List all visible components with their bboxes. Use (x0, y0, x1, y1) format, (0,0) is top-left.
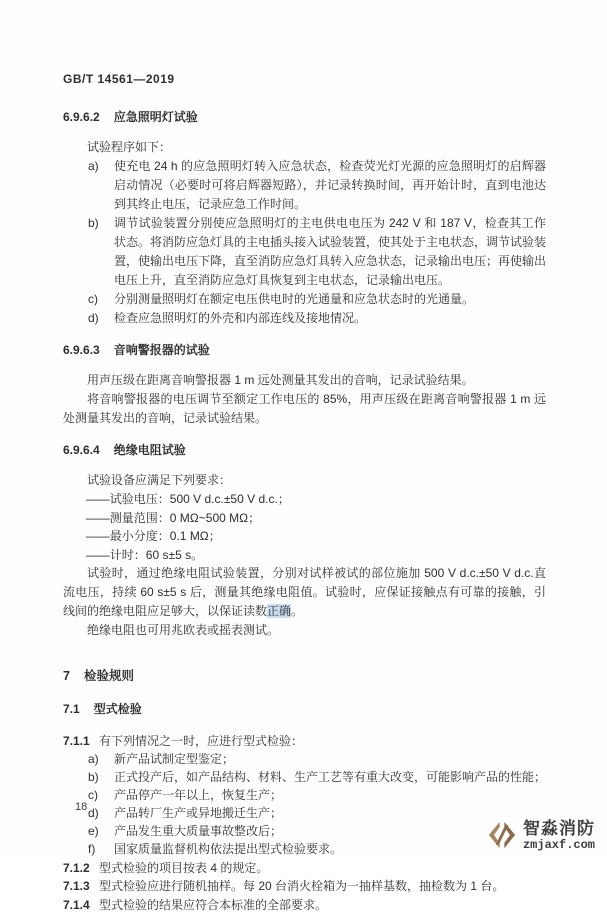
watermark-text (523, 820, 595, 851)
section-6964-intro: 试验设备应满足下列要求： (87, 473, 232, 487)
section-711-list (63, 750, 546, 858)
list-item (63, 840, 546, 858)
list-item-text: 新产品试制定型鉴定； (114, 752, 235, 766)
list-item-text: 正式投产后，如产品结构、材料、生产工艺等有重大改变，可能影响产品的性能； (114, 770, 547, 784)
page-number: 18 (75, 801, 88, 813)
dash-list-item: ——测量范围：0 MΩ~500 MΩ； (85, 510, 261, 525)
list-item-text: 产品发生重大质量事故整改后； (114, 824, 283, 838)
section-heading-6964 (63, 441, 546, 458)
list-item-label: e) (88, 824, 99, 838)
clause-text: 型式检验的结果应符合本标准的全部要求。 (99, 897, 328, 912)
section-number: 6.9.6.3 (63, 343, 100, 357)
section-title: 音响警报器的试验 (113, 343, 210, 357)
clause-number: 7.1.3 (63, 879, 90, 893)
section-heading-6963 (63, 341, 546, 358)
dash-list-item: ——计时：60 s±5 s。 (85, 547, 204, 562)
list-item-label: c) (88, 788, 98, 802)
chapter-title: 检验规则 (83, 669, 134, 683)
watermark-brand: 智淼消防 (522, 818, 595, 838)
clause-text: 型式检验应进行随机抽样。每 20 台消火栓箱为一抽样基数，抽检数为 1 台。 (99, 879, 505, 893)
watermark-site: zmjaxf.com (522, 837, 595, 852)
section-6962-list (63, 157, 546, 328)
section-6962-intro: 试验程序如下： (87, 140, 172, 154)
clause-number: 7.1.1 (63, 734, 90, 748)
section-heading-6962 (63, 108, 546, 125)
dash-list-item: ——试验电压：500 V d.c.±50 V d.c.； (85, 492, 290, 506)
paragraph-text: 。 (291, 604, 304, 618)
chapter-heading-7 (63, 666, 546, 684)
clause-711 (63, 732, 546, 750)
clause-number: 7.1.2 (63, 860, 90, 875)
clause-713 (63, 877, 546, 895)
section-number: 6.9.6.4 (63, 443, 100, 457)
list-item-text: 产品转厂生产或异地搬迁生产； (114, 806, 283, 820)
chapter-number: 7 (63, 669, 70, 683)
paragraph-text: 试验时，通过绝缘电阻试验装置，分别对试样被试的部位施加 500 V d.c.±50 V d.c.直流电压，持续 60 s±5 s 后，测量其绝缘电阻值。试验时，应保证接触点有可靠的接触，引线间的绝缘电阻应足够大，以保证读数 (63, 566, 546, 618)
list-item-text: 检查应急照明灯的外壳和内部连线及接地情况。 (114, 311, 367, 325)
list-item-text: 使充电 24 h 的应急照明灯转入应急状态，检查荧光灯光源的应急照明灯的启辉器启动情况（必要时可将启辉器短路），并记录转换时间，再开始计时，直到电池达到其终止电压，记录应急工作时间。 (114, 159, 546, 211)
list-item (63, 786, 546, 804)
list-item-text: 产品停产一年以上，恢复生产； (114, 788, 283, 802)
section-title: 绝缘电阻试验 (113, 443, 186, 457)
standard-number-header: GB/T 14561—2019 (63, 72, 175, 86)
clause-712 (63, 859, 546, 877)
list-item-text: 分别测量照明灯在额定电压供电时的光通量和应急状态时的光通量。 (114, 292, 475, 306)
zhimiao-logo-icon (487, 818, 517, 852)
section-title: 应急照明灯试验 (113, 110, 198, 124)
section-heading-71 (63, 700, 546, 717)
list-item-label: b) (88, 216, 99, 230)
list-item (63, 309, 546, 328)
list-item (63, 822, 546, 840)
clause-text: 型式检验的项目按表 4 的规定。 (99, 860, 269, 875)
list-item (63, 214, 546, 290)
section-number: 6.9.6.2 (63, 110, 100, 124)
watermark-logo (487, 818, 595, 852)
clause-number: 7.1.4 (63, 897, 90, 912)
list-item-label: d) (88, 806, 99, 820)
list-item-label: b) (88, 770, 99, 784)
list-item-text: 调节试验装置分别使应急照明灯的主电供电电压为 242 V 和 187 V，检查其工作状态。将消防应急灯具的主电插头接入试验装置，使其处于主电状态，调节试验装置，使输出电压下降，直至消防应急灯具转入应急状态，记录输出电压；再使输出电压上升，直至消防应急灯具恢复到主电状态，记录输出电压。 (114, 216, 547, 287)
list-item-label: a) (88, 159, 99, 173)
section-6963-paragraph-2: 将音响警报器的电压调节至额定工作电压的 85%，用声压级在距离音响警报器 1 m 远处测量其发出的音响，记录试验结果。 (63, 392, 546, 425)
list-item (63, 157, 546, 214)
list-item (63, 804, 546, 822)
section-6964-paragraph-1 (63, 564, 546, 621)
dash-list-item: ——最小分度：0.1 MΩ； (85, 529, 221, 543)
section-6964-paragraph-2: 绝缘电阻也可用兆欧表或摇表测试。 (87, 623, 280, 637)
clause-text: 有下列情况之一时，应进行型式检验： (99, 734, 304, 748)
list-item-label: d) (88, 311, 99, 325)
section-6963-paragraph-1: 用声压级在距离音响警报器 1 m 远处测量其发出的音响，记录试验结果。 (87, 373, 474, 387)
list-item-text: 国家质量监督机构依法提出型式检验要求。 (114, 842, 343, 856)
section-title: 型式检验 (93, 702, 142, 716)
list-item (63, 750, 546, 768)
clause-714 (63, 896, 546, 914)
list-item-label: c) (88, 292, 98, 306)
section-number: 7.1 (63, 702, 80, 716)
list-item (63, 768, 546, 786)
list-item-label: a) (88, 752, 99, 766)
list-item-label: f) (88, 842, 96, 856)
highlighted-text: 正确 (267, 604, 292, 618)
list-item (63, 290, 546, 309)
document-content (63, 72, 546, 914)
